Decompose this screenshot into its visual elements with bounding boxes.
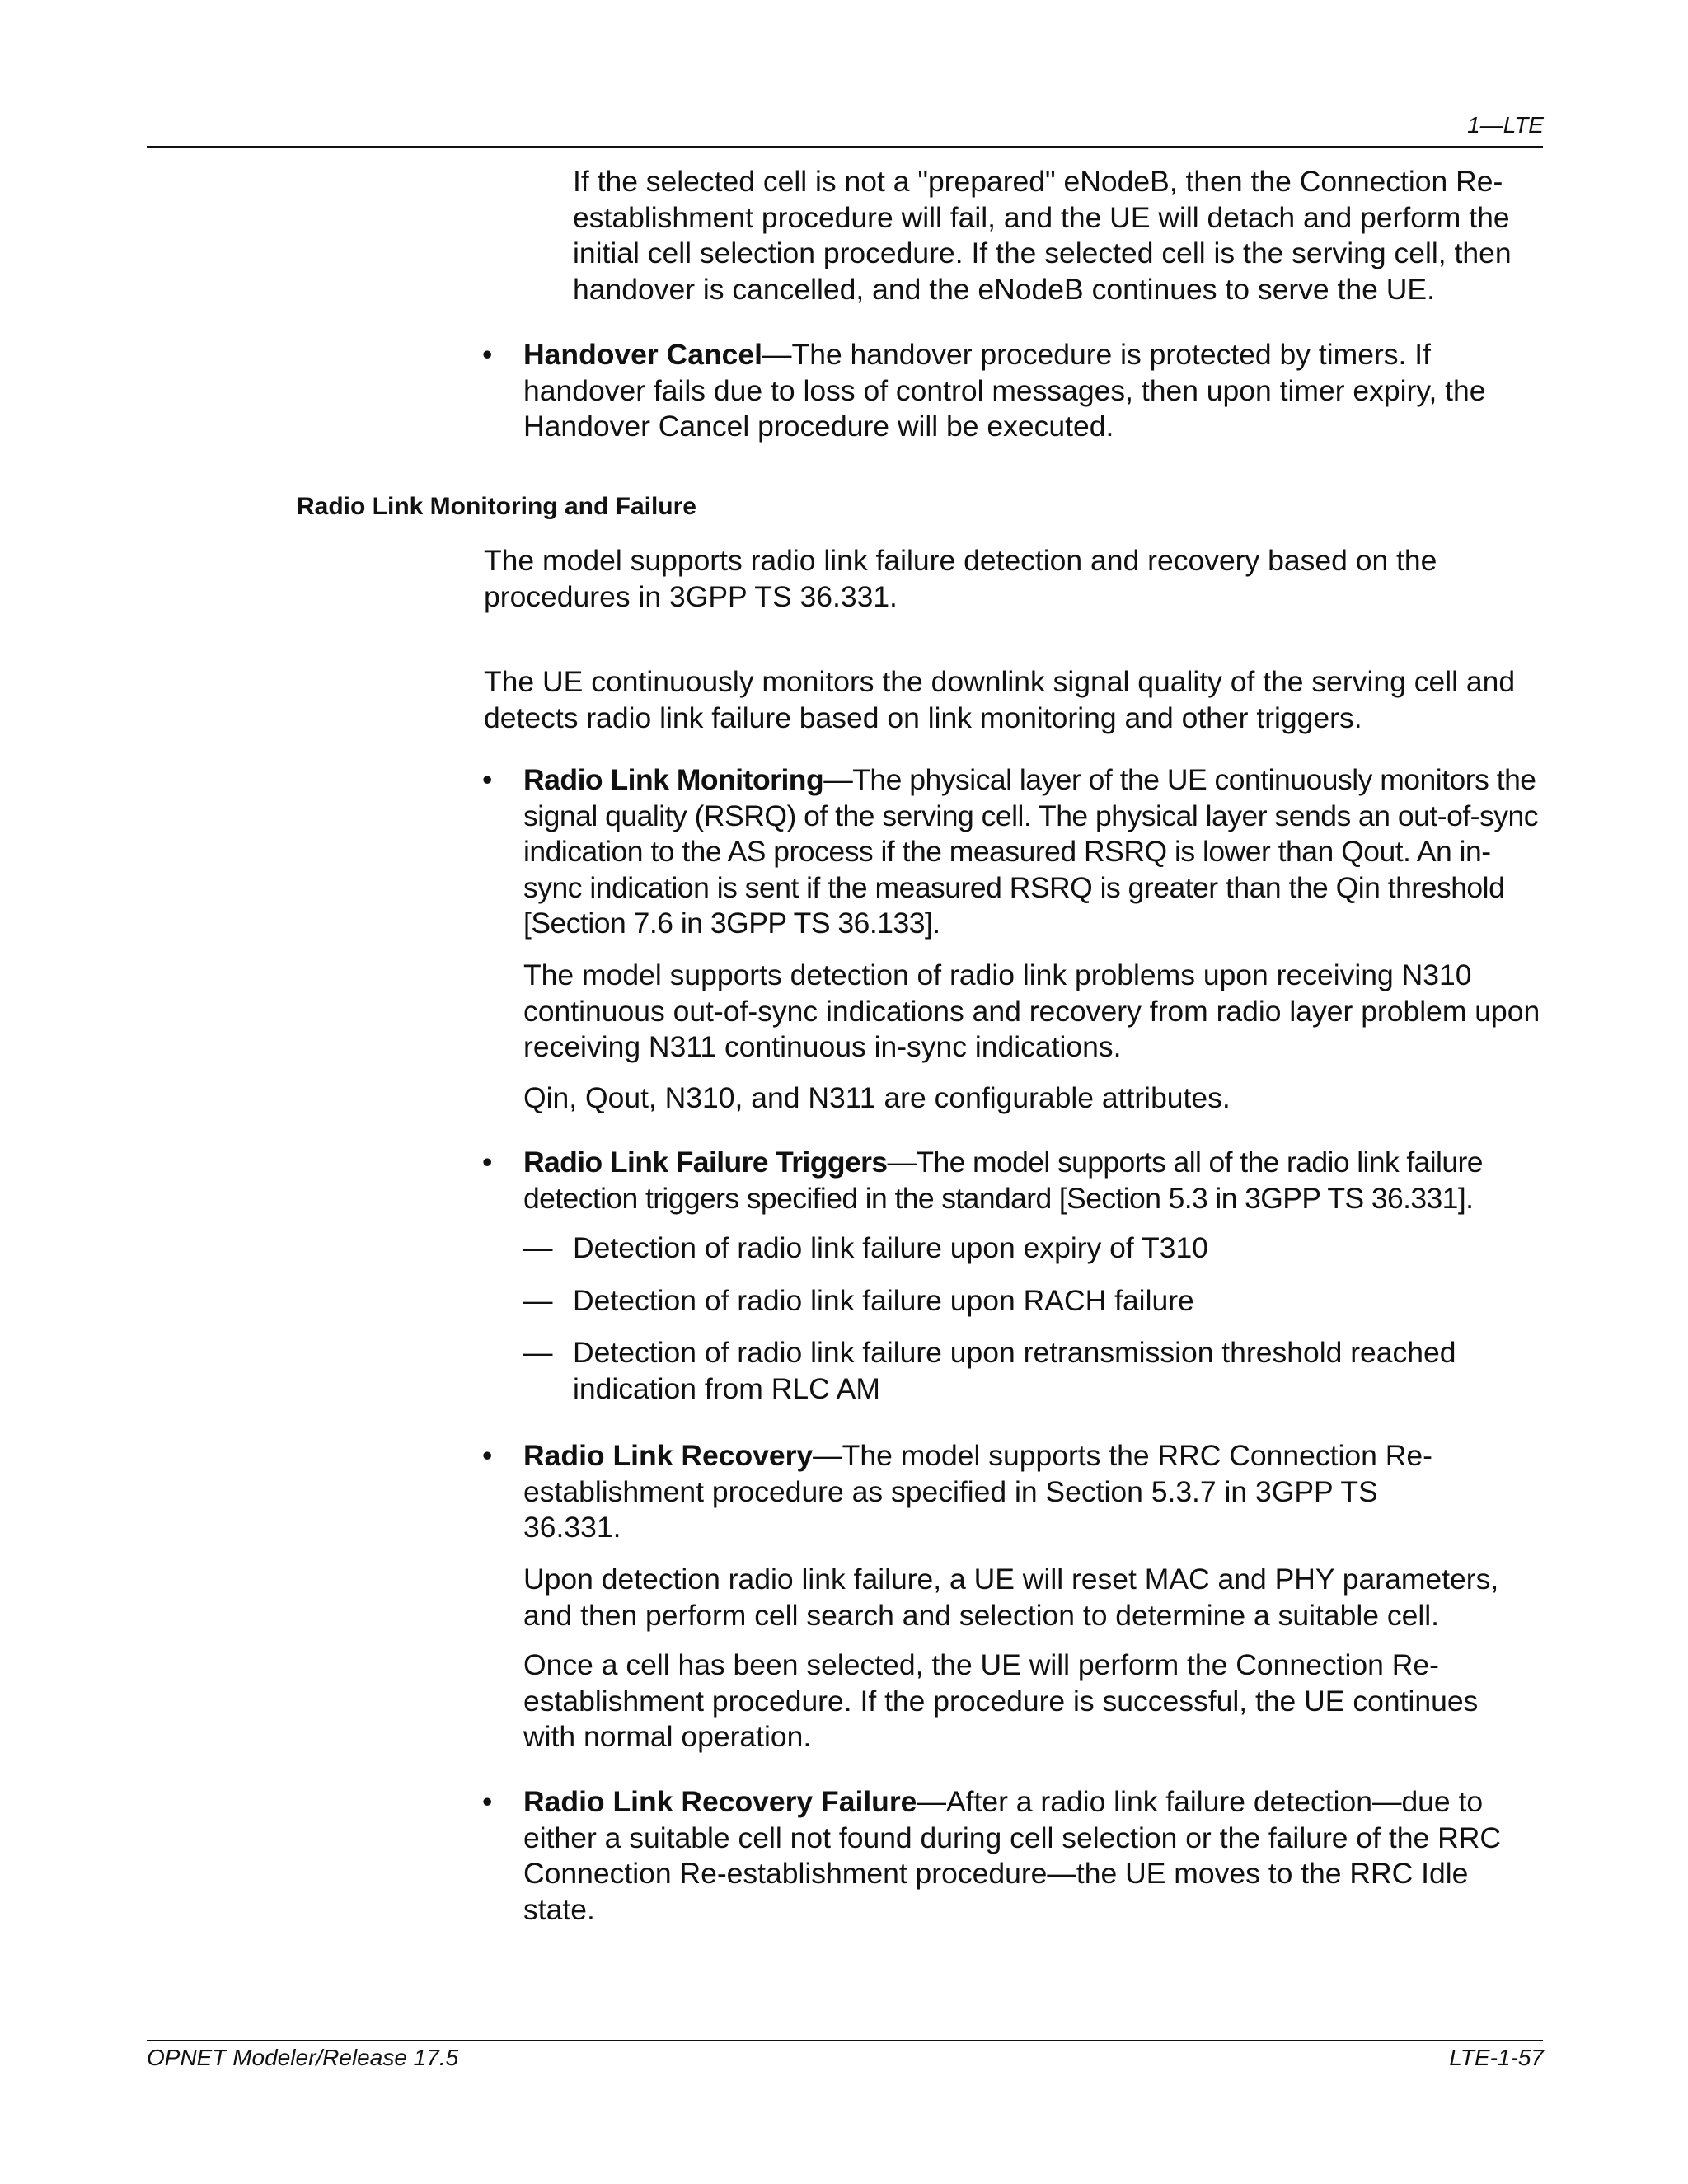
bullet-title: Radio Link Monitoring [523,763,824,796]
dash-item-rach: Detection of radio link failure upon RACH failure [573,1284,1194,1317]
bullet-title: Handover Cancel [523,338,763,371]
paragraph-model-supports: The model supports radio link failure detection and recovery based on the procedures in 3GPP TS 36.331. [484,544,1437,613]
paragraph-reset-mac-phy: Upon detection radio link failure, a UE will reset MAC and PHY parameters, and then perform cell search and selection to determine a suitable cell. [523,1563,1499,1632]
dash-item-rlc-am: Detection of radio link failure upon retransmission threshold reached indication from RLC AM [573,1336,1456,1405]
bullet-text: —The handover procedure is protected by timers. If handover fails due to loss of control messages, then upon timer expiry, the Handover Cancel procedure will be executed. [523,338,1486,443]
bullet-title: Radio Link Recovery [523,1439,814,1472]
paragraph-n310-n311: The model supports detection of radio link problems upon receiving N310 continuous out-of-sync indications and recovery from radio layer problem upon receiving N311 continuous in-sync indications. [523,958,1540,1063]
paragraph-ue-monitors: The UE continuously monitors the downlink signal quality of the serving cell and detects radio link failure based on link monitoring and other triggers. [484,665,1516,734]
footer-product-release: OPNET Modeler/Release 17.5 [147,2045,459,2070]
paragraph-prepared-enodeb: If the selected cell is not a "prepared" eNodeB, then the Connection Re-establishment procedure will fail, and the UE will detach and perform the initial cell selection procedure. If the selected cell is the serving cell, then handover is cancelled, and the eNodeB continues to serve the UE. [573,165,1512,306]
dash-symbol: — [523,1231,553,1264]
section-heading: Radio Link Monitoring and Failure [297,493,696,520]
dash-symbol: — [523,1284,553,1317]
paragraph-configurable-attributes: Qin, Qout, N310, and N311 are configurable attributes. [523,1081,1231,1114]
bullet-text: —The model supports the RRC Connection Re-establishment procedure as specified in Section 5.3.7 in 3GPP TS 36.331. [523,1439,1432,1544]
bullet-symbol: • [482,338,493,371]
dash-symbol: — [523,1336,553,1369]
bullet-symbol: • [482,1146,493,1179]
dash-item-t310: Detection of radio link failure upon expiry of T310 [573,1231,1208,1264]
running-header: 1—LTE [1467,112,1544,138]
footer-rule [147,2040,1543,2041]
bullet-radio-link-monitoring [523,762,1545,942]
footer-page-number: LTE-1-57 [1449,2045,1544,2070]
bullet-symbol: • [482,1785,493,1818]
bullet-symbol: • [482,763,493,796]
bullet-recovery-failure [523,1784,1545,1928]
bullet-symbol: • [482,1439,493,1472]
bullet-text: —After a radio link failure detection—due to either a suitable cell not found during cell selection or the failure of the RRC Connection Re-establishment procedure—the UE moves to the RRC Idle state. [523,1785,1501,1926]
bullet-title: Radio Link Failure Triggers [523,1146,888,1179]
paragraph-cell-selected: Once a cell has been selected, the UE will perform the Connection Re-establishment procedure. If the procedure is successful, the UE continues with normal operation. [523,1648,1479,1753]
bullet-radio-link-recovery [523,1438,1479,1546]
header-rule [147,146,1543,148]
bullet-text: —The model supports all of the radio link failure detection triggers specified in the standard [Section 5.3 in 3GPP TS 36.331]. [523,1146,1483,1215]
bullet-failure-triggers [523,1145,1550,1216]
bullet-text: —The physical layer of the UE continuously monitors the signal quality (RSRQ) of the serving cell. The physical layer sends an out-of-sync indication to the AS process if the measured RSRQ is lower than Qout. An in-sync indication is sent if the measured RSRQ is greater than the Qin threshold [Section 7.6 in 3GPP TS 36.133]. [523,763,1539,940]
bullet-title: Radio Link Recovery Failure [523,1785,917,1818]
bullet-handover-cancel [523,337,1545,445]
